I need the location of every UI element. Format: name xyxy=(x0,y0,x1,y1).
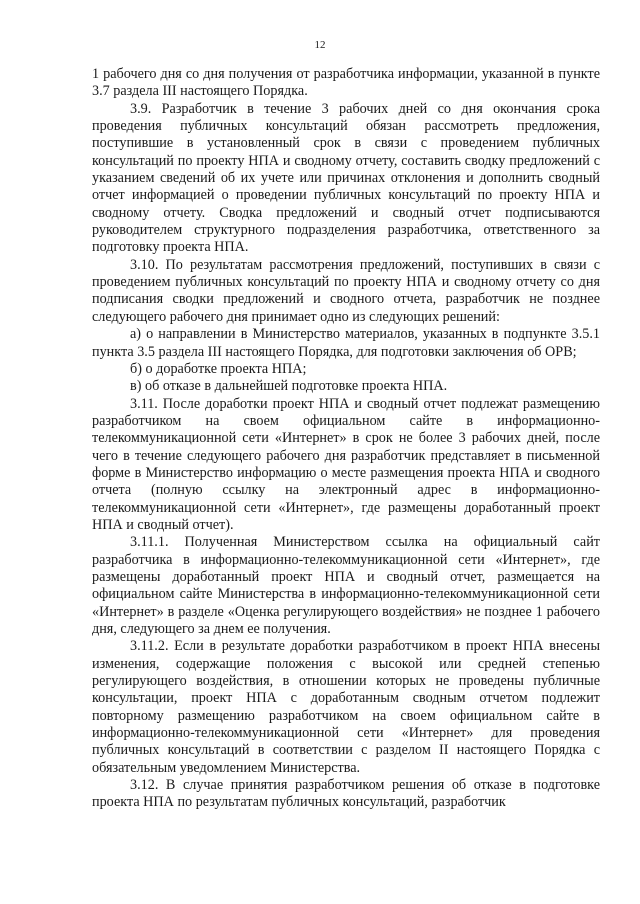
paragraph-3-10: 3.10. По результатам рассмотрения предложений, поступивших в связи с проведением публичных консультаций по проекту НПА и сводному отчету со дня подписания сводки предложений и сводного отчета, разработчик не позднее следующего рабочего дня принимает одно из следующих решений: xyxy=(92,256,600,325)
document-body xyxy=(92,66,600,812)
paragraph-3-11: 3.11. После доработки проект НПА и сводный отчет подлежат размещению разработчиком на своем официальном сайте в информационно-телекоммуникационной сети «Интернет» в срок не более 3 рабочих дней, после чего в течение следующего рабочего дня разработчик представляет в письменной форме в Министерство информацию о месте размещения проекта НПА и сводного отчета (полную ссылку на электронный адрес в информационно-телекоммуникационной сети «Интернет», где размещены доработанный проект НПА и сводный отчет). xyxy=(92,395,600,533)
page-number: 12 xyxy=(314,39,326,51)
paragraph-3-9: 3.9. Разработчик в течение 3 рабочих дней со дня окончания срока проведения публичных консультаций обязан рассмотреть предложения, поступившие в установленный срок в связи с проведением публичных консультаций по проекту НПА и сводному отчету, составить сводку предложений с указанием сведений об их учете или причинах отклонения и дополнить сводный отчет информацией о проведении публичных консультаций по проекту НПА и сводному отчету. Сводка предложений и сводный отчет подписываются руководителем структурного подразделения разработчика, ответственного за подготовку проекта НПА. xyxy=(92,100,600,256)
paragraph-item-v: в) об отказе в дальнейшей подготовке проекта НПА. xyxy=(130,378,448,395)
paragraph-3-11-1: 3.11.1. Полученная Министерством ссылка на официальный сайт разработчика в информационно-телекоммуникационной сети «Интернет», где размещены доработанный проект НПА и сводный отчет, размещается на официальном сайте Министерства в информационно-телекоммуникационной сети «Интернет» в разделе «Оценка регулирующего воздействия» не позднее 1 рабочего дня, следующего за днем ее получения. xyxy=(92,534,600,637)
paragraph-item-a: а) о направлении в Министерство материалов, указанных в подпункте 3.5.1 пункта 3.5 раздела III настоящего Порядка, для подготовки заключения об ОРВ; xyxy=(92,326,600,360)
paragraph-continuation: 1 рабочего дня со дня получения от разработчика информации, указанной в пункте 3.7 раздела III настоящего Порядка. xyxy=(92,66,600,100)
paragraph-3-11-2: 3.11.2. Если в результате доработки разработчиком в проект НПА внесены изменения, содержащие положения с высокой или средней степенью регулирующего воздействия, в отношении которых не проведены публичные консультации, проект НПА с доработанным сводным отчетом подлежит повторному размещению разработчиком на своем официальном сайте в информационно-телекоммуникационной сети «Интернет» для проведения публичных консультаций в соответствии с разделом II настоящего Порядка с обязательным уведомлением Министерства. xyxy=(92,638,600,776)
paragraph-3-12: 3.12. В случае принятия разработчиком решения об отказе в подготовке проекта НПА по результатам публичных консультаций, разработчик xyxy=(92,777,600,811)
paragraph-item-b: б) о доработке проекта НПА; xyxy=(130,360,307,377)
